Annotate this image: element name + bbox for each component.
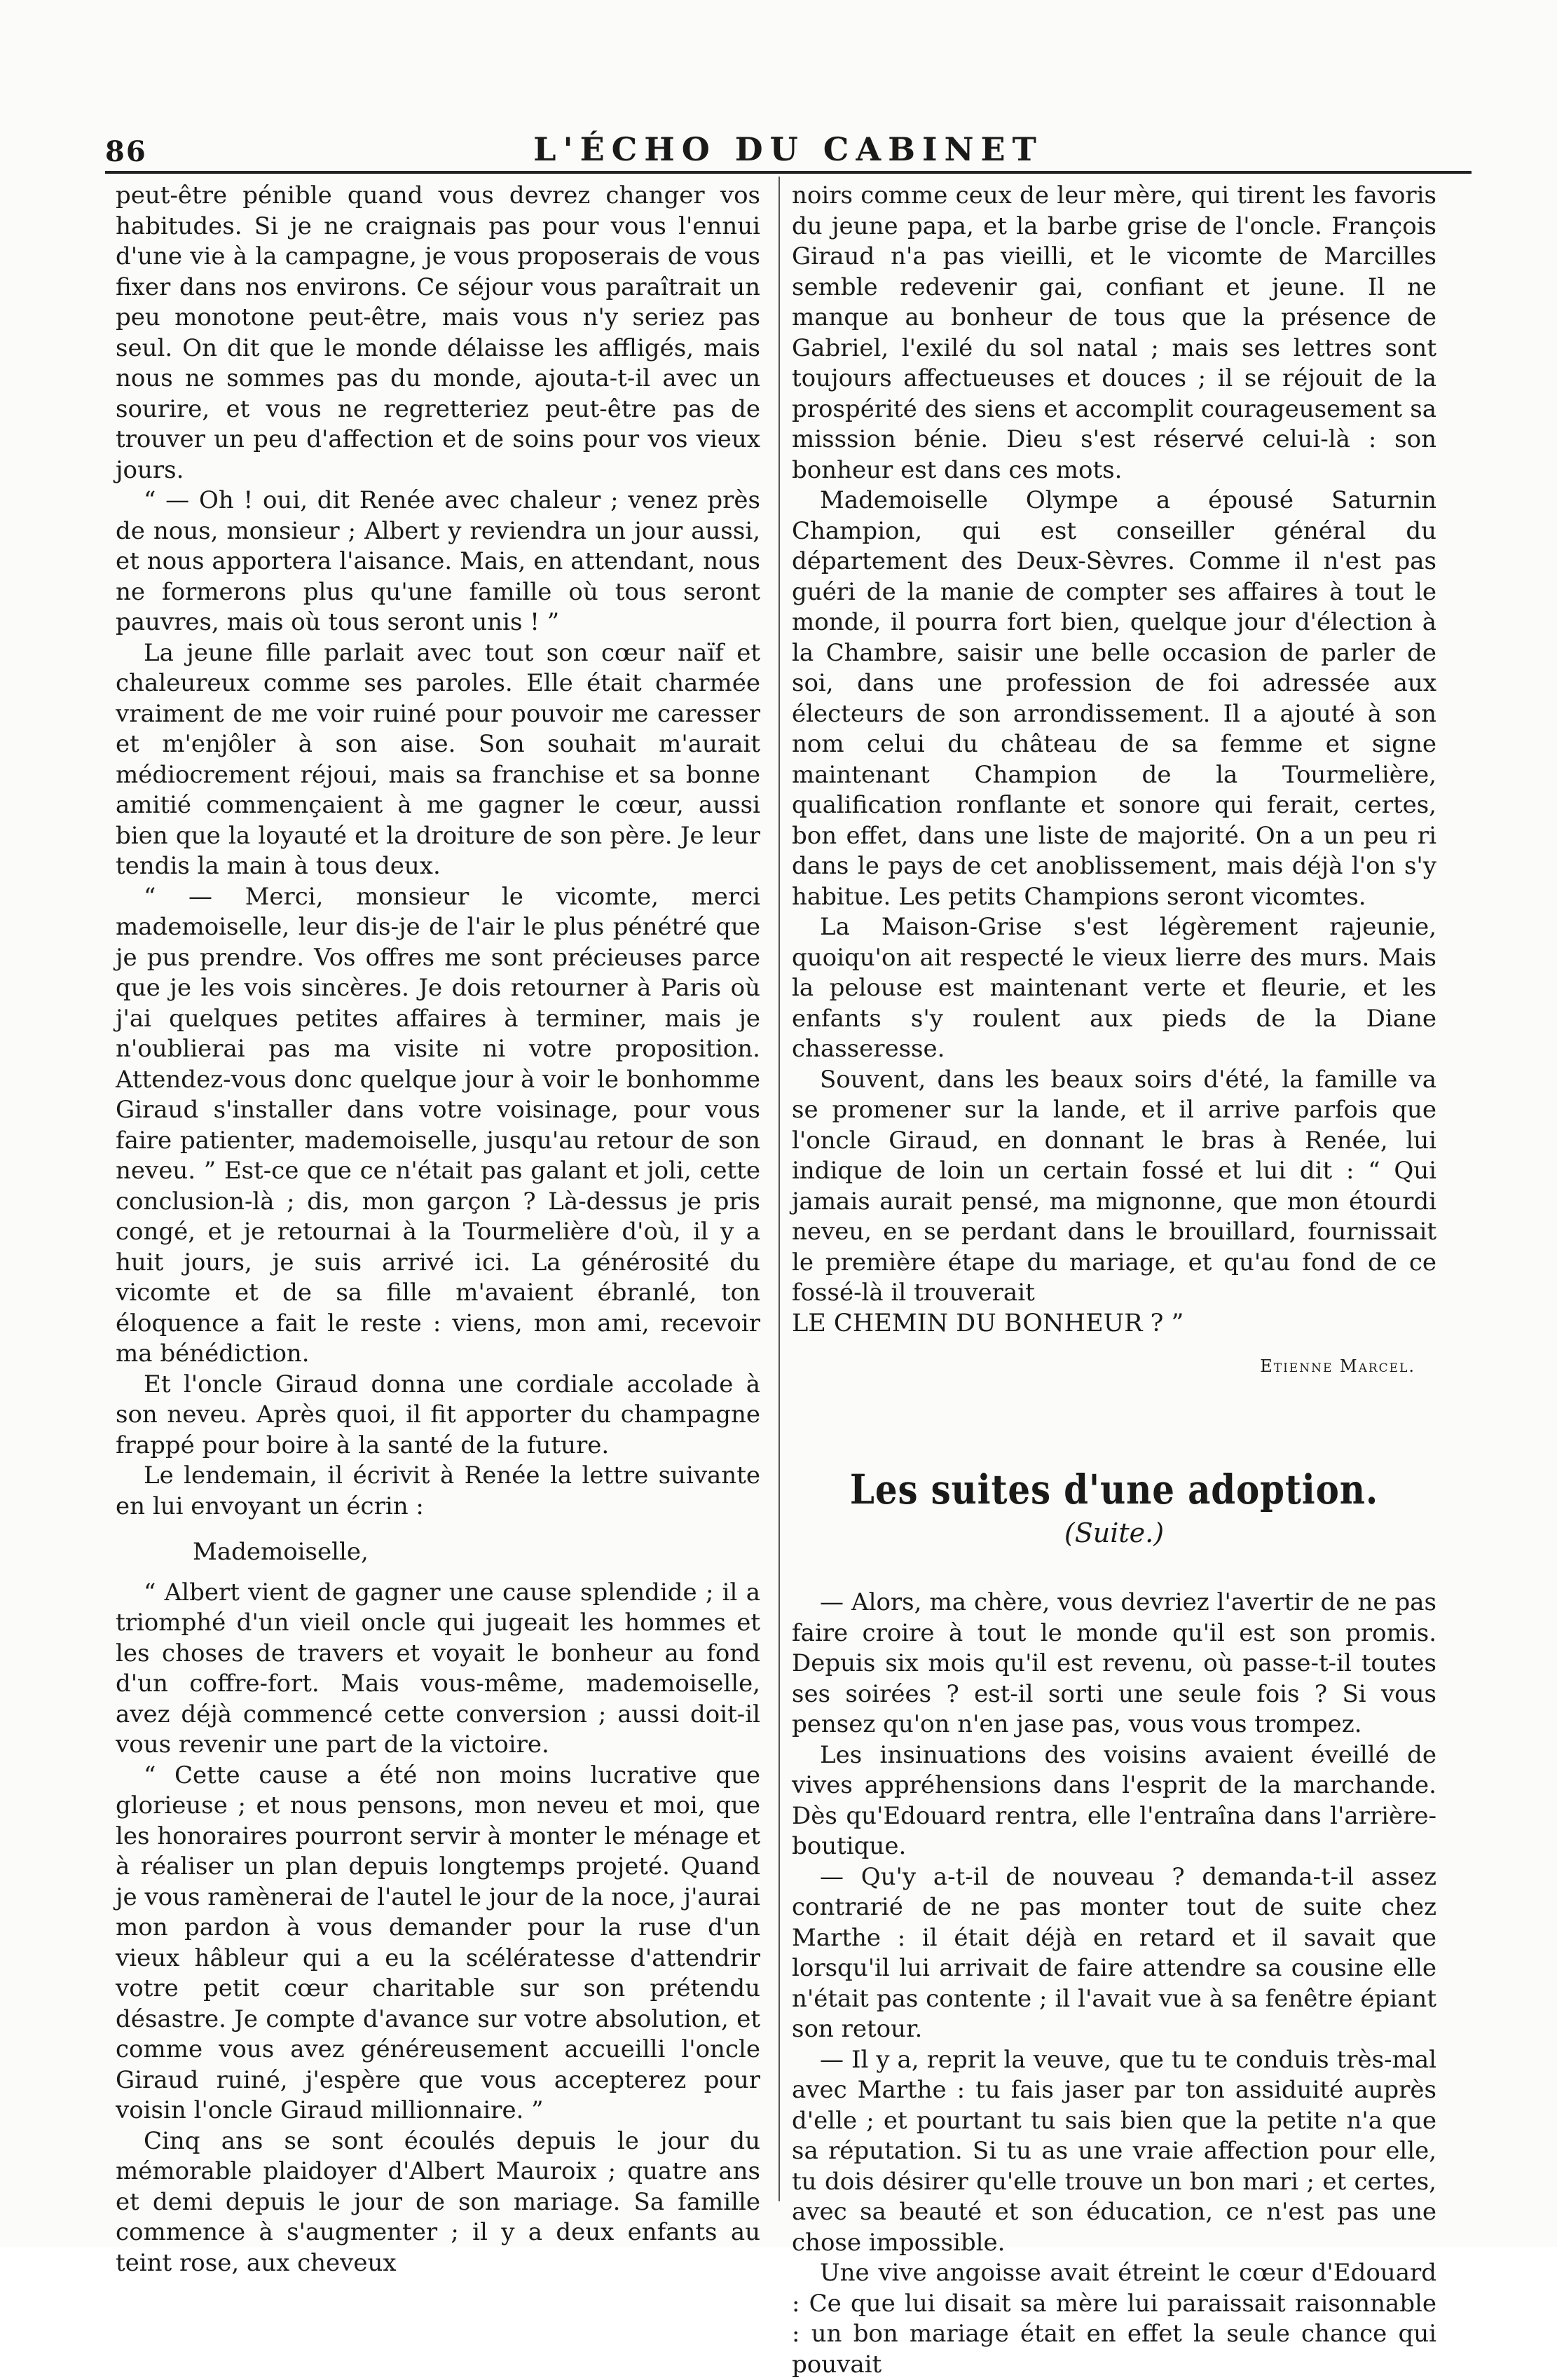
right-column [792, 181, 1436, 2379]
author-signature: Etienne Marcel. [1260, 1356, 1415, 1376]
story-title: Les suites d'une adoption. [849, 1465, 1379, 1513]
page-number: 86 [105, 135, 147, 168]
paragraph: — Il y a, reprit la veuve, que tu te conduis très-mal avec Marthe : tu fais jaser par ton assiduité auprès d'elle ; et pourtant tu sais bien que la petite n'a que sa réputation. Si tu as une vraie affection pour elle, tu dois désirer qu'elle trouve un bon mari ; et certes, avec sa beauté et son éducation, ce n'est pas une chose impossible. [792, 2045, 1436, 2257]
paragraph: peut-être pénible quand vous devrez changer vos habitudes. Si je ne craignais pas pour vous l'ennui d'une vie à la campagne, je vous proposerais de vous fixer dans nos environs. Ce séjour vous paraîtrait un peu monotone peut-être, mais vous n'y seriez pas seul. On dit que le monde délaisse les affligés, mais nous ne sommes pas du monde, ajouta-t-il avec un sourire, et vous ne regretteriez peut-être pas de trouver un peu d'affection et de soins pour vos vieux jours. [116, 181, 760, 484]
paragraph: La jeune fille parlait avec tout son cœur naïf et chaleureux comme ses paroles. Elle était charmée vraiment de me voir ruiné pour pouvoir me caresser et m'enjôler à son aise. Son souhait m'aurait médiocrement réjoui, mais sa franchise et sa bonne amitié commençaient à me gagner le cœur, aussi bien que la loyauté et la droiture de son père. Je leur tendis la main à tous deux. [116, 638, 760, 880]
paragraph: noirs comme ceux de leur mère, qui tirent les favoris du jeune papa, et la barbe grise de l'oncle. François Giraud n'a pas vieilli, et le vicomte de Marcilles semble redevenir gai, confiant et jeune. Il ne manque au bonheur de tous que la présence de Gabriel, l'exilé du sol natal ; mais ses lettres sont toujours affectueuses et douces ; il se réjouit de la prospérité des siens et accomplit courageusement sa misssion bénie. Dieu s'est réservé celui-là : son bonheur est dans ces mots. [792, 181, 1436, 484]
story-closing-title: LE CHEMIN DU BONHEUR ? ” [792, 1309, 1184, 1337]
column-divider [778, 177, 780, 2201]
page-header [105, 119, 1472, 168]
paragraph: “ — Merci, monsieur le vicomte, merci mademoiselle, leur dis-je de l'air le plus pénétré que je pus prendre. Vos offres me sont précieuses parce que je les vois sincères. Je dois retourner à Paris où j'ai quelques petites affaires à terminer, mais je n'oublierai pas ma visite ni votre proposition. Attendez-vous donc quelque jour à voir le bonhomme Giraud s'installer dans votre voisinage, pour vous faire patienter, mademoiselle, jusqu'au retour de son neveu. ” Est-ce que ce n'était pas galant et joli, cette conclusion-là ; dis, mon garçon ? Là-dessus je pris congé, et je retournai à la Tourmelière d'où, il y a huit jours, je suis arrivé ici. La générosité du vicomte et de sa fille m'avaient ébranlé, ton éloquence a fait le reste : viens, mon ami, recevoir ma bénédiction. [116, 882, 760, 1368]
paragraph: “ — Oh ! oui, dit Renée avec chaleur ; venez près de nous, monsieur ; Albert y reviendra un jour aussi, et nous apportera l'aisance. Mais, en attendant, nous ne formerons plus qu'une famille où tous seront pauvres, mais où tous seront unis ! ” [116, 486, 760, 636]
paragraph: Le lendemain, il écrivit à Renée la lettre suivante en lui envoyant un écrin : [116, 1461, 760, 1520]
paragraph: Les insinuations des voisins avaient éveillé de vives appréhensions dans l'esprit de la marchande. Dès qu'Edouard rentra, elle l'entraîna dans l'arrière-boutique. [792, 1740, 1436, 1860]
letter-paragraph: “ Albert vient de gagner une cause splendide ; il a triomphé d'un vieil oncle qui jugeait les hommes et les choses de travers et voyait le bonheur au fond d'un coffre-fort. Mais vous-même, mademoiselle, avez déjà commencé cette conversion ; aussi doit-il vous revenir une part de la victoire. [116, 1578, 760, 1759]
story-subtitle: (Suite.) [1064, 1517, 1165, 1548]
paragraph: Souvent, dans les beaux soirs d'été, la famille va se promener sur la lande, et il arrive parfois que l'oncle Giraud, en donnant le bras à Renée, lui indique de loin un certain fossé et lui dit : “ Qui jamais aurait pensé, ma mignonne, que mon étourdi neveu, en se perdant dans le brouillard, fournissait le première étape du mariage, et qu'au fond de ce fossé-là il trouverait [792, 1065, 1436, 1307]
left-column [116, 181, 760, 2277]
paragraph: Une vive angoisse avait étreint le cœur d'Edouard : Ce que lui disait sa mère lui paraissait raisonnable : un bon mariage était en effet la seule chance qui pouvait [792, 2259, 1436, 2379]
letter-salutation: Mademoiselle, [193, 1538, 369, 1566]
paragraph: — Qu'y a-t-il de nouveau ? demanda-t-il assez contrarié de ne pas monter tout de suite chez Marthe : il était déjà en retard et il savait que lorsqu'il lui arrivait de faire attendre sa cousine elle n'était pas contente ; il l'avait vue à sa fenêtre épiant son retour. [792, 1862, 1436, 2043]
letter-paragraph: “ Cette cause a été non moins lucrative que glorieuse ; et nous pensons, mon neveu et moi, que les honoraires pourront servir à monter le ménage et à réaliser un plan depuis longtemps projeté. Quand je vous ramènerai de l'autel le jour de la noce, j'aurai mon pardon à vous demander pour la ruse d'un vieux hâbleur qui a eu la scélératesse d'attendrir votre petit cœur charitable sur son prétendu désastre. Je compte d'avance sur votre absolution, et comme vous avez généreusement accueilli l'oncle Giraud ruiné, j'espère que vous accepterez pour voisin l'oncle Giraud millionnaire. ” [116, 1761, 760, 2124]
paragraph: — Alors, ma chère, vous devriez l'avertir de ne pas faire croire à tout le monde qu'il est son promis. Depuis six mois qu'il est revenu, où passe-t-il toutes ses soirées ? est-il sorti une seule fois ? Si vous pensez qu'on n'en jase pas, vous vous trompez. [792, 1588, 1436, 1738]
running-title: L'ÉCHO DU CABINET [533, 130, 1043, 168]
paragraph: Et l'oncle Giraud donna une cordiale accolade à son neveu. Après quoi, il fit apporter du champagne frappé pour boire à la santé de la future. [116, 1370, 760, 1459]
paragraph: La Maison-Grise s'est légèrement rajeunie, quoiqu'on ait respecté le vieux lierre des murs. Mais la pelouse est maintenant verte et fleurie, et les enfants s'y roulent aux pieds de la Diane chasseresse. [792, 913, 1436, 1063]
paragraph: Cinq ans se sont écoulés depuis le jour du mémorable plaidoyer d'Albert Mauroix ; quatre ans et demi depuis le jour de son mariage. Sa famille commence à s'augmenter ; il y a deux enfants au teint rose, aux cheveux [116, 2126, 760, 2277]
header-rule [105, 171, 1472, 174]
paragraph: Mademoiselle Olympe a épousé Saturnin Champion, qui est conseiller général du département des Deux-Sèvres. Comme il n'est pas guéri de la manie de compter ses affaires à tout le monde, il pourra fort bien, quelque jour d'élection à la Chambre, saisir une belle occasion de parler de soi, dans une profession de foi adressée aux électeurs de son arrondissement. Il a ajouté à son nom celui du château de sa femme et signe maintenant Champion de la Tourmelière, qualification ronflante et sonore qui ferait, certes, bon effet, dans une liste de majorité. On a un peu ri dans le pays de cet anoblissement, mais déjà l'on s'y habitue. Les petits Champions seront vicomtes. [792, 486, 1436, 911]
